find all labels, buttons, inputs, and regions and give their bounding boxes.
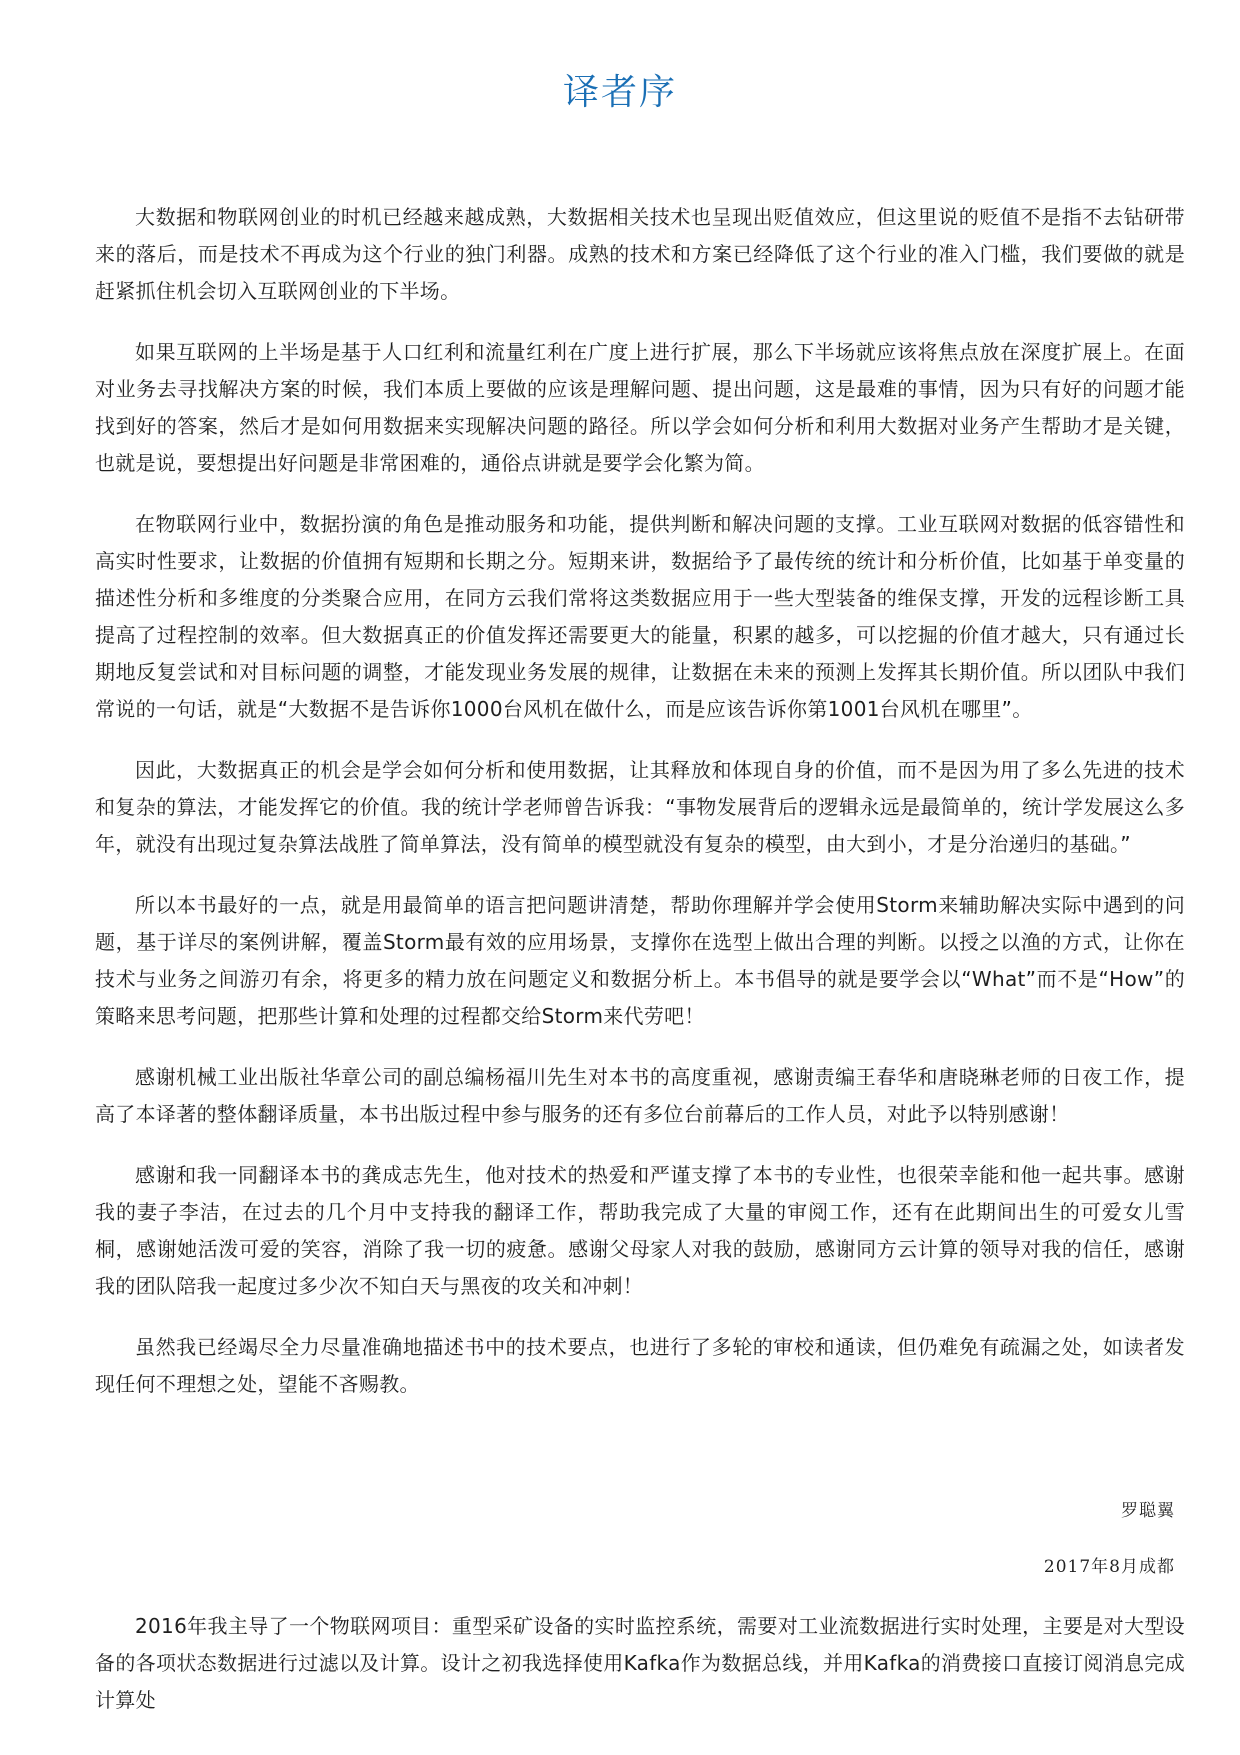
paragraph-3: 在物联网行业中，数据扮演的角色是推动服务和功能，提供判断和解决问题的支撑。工业互联网对数据的低容错性和高实时性要求，让数据的价值拥有短期和长期之分。短期来讲，数据给予了最传统的统计和分析价值，比如基于单变量的描述性分析和多维度的分类聚合应用，在同方云我们常将这类数据应用于一些大型装备的维保支撑，开发的远程诊断工具提高了过程控制的效率。但大数据真正的价值发挥还需要更大的能量，积累的越多，可以挖掘的价值才越大，只有通过长期地反复尝试和对目标问题的调整，才能发现业务发展的规律，让数据在未来的预测上发挥其长期价值。所以团队中我们常说的一句话，就是“大数据不是告诉你1000台风机在做什么，而是应该告诉你第1001台风机在哪里”。 [95, 512, 1185, 721]
paragraph-2: 如果互联网的上半场是基于人口红利和流量红利在广度上进行扩展，那么下半场就应该将焦点放在深度扩展上。在面对业务去寻找解决方案的时候，我们本质上要做的应该是理解问题、提出问题，这是最难的事情，因为只有好的问题才能找到好的答案，然后才是如何用数据来实现解决问题的路径。所以学会如何分析和利用大数据对业务产生帮助才是关键，也就是说，要想提出好问题是非常困难的，通俗点讲就是要学会化繁为简。 [95, 340, 1185, 475]
paragraph-4: 因此，大数据真正的机会是学会如何分析和使用数据，让其释放和体现自身的价值，而不是因为用了多么先进的技术和复杂的算法，才能发挥它的价值。我的统计学老师曾告诉我：“事物发展背后的逻辑永远是最简单的，统计学发展这么多年，就没有出现过复杂算法战胜了简单算法，没有简单的模型就没有复杂的模型，由大到小，才是分治递归的基础。” [95, 758, 1185, 856]
paragraph-6: 感谢机械工业出版社华章公司的副总编杨福川先生对本书的高度重视，感谢责编王春华和唐晓琳老师的日夜工作，提高了本译著的整体翻译质量，本书出版过程中参与服务的还有多位台前幕后的工作人员，对此予以特别感谢！ [95, 1065, 1185, 1126]
signature-date: 2017年8月成都 [1043, 1557, 1175, 1577]
continuation-paragraph: 2016年我主导了一个物联网项目：重型采矿设备的实时监控系统，需要对工业流数据进行实时处理，主要是对大型设备的各项状态数据进行过滤以及计算。设计之初我选择使用Kafka作为数据总线，并用Kafka的消费接口直接订阅消息完成计算处 [95, 1614, 1185, 1712]
page-title: 译者序 [562, 72, 677, 113]
preface-body [95, 199, 1185, 1427]
paragraph-8: 虽然我已经竭尽全力尽量准确地描述书中的技术要点，也进行了多轮的审校和通读，但仍难免有疏漏之处，如读者发现任何不理想之处，望能不吝赐教。 [95, 1335, 1185, 1396]
paragraph-1: 大数据和物联网创业的时机已经越来越成熟，大数据相关技术也呈现出贬值效应，但这里说的贬值不是指不去钻研带来的落后，而是技术不再成为这个行业的独门利器。成熟的技术和方案已经降低了这个行业的准入门槛，我们要做的就是赶紧抓住机会切入互联网创业的下半场。 [95, 205, 1185, 303]
continuation-section [95, 1608, 1185, 1719]
paragraph-7: 感谢和我一同翻译本书的龚成志先生，他对技术的热爱和严谨支撑了本书的专业性，也很荣幸能和他一起共事。感谢我的妻子李洁，在过去的几个月中支持我的翻译工作，帮助我完成了大量的审阅工作，还有在此期间出生的可爱女儿雪桐，感谢她活泼可爱的笑容，消除了我一切的疲惫。感谢父母家人对我的鼓励，感谢同方云计算的领导对我的信任，感谢我的团队陪我一起度过多少次不知白天与黑夜的攻关和冲刺！ [95, 1163, 1185, 1298]
translator-name: 罗聪翼 [1121, 1501, 1175, 1521]
paragraph-5: 所以本书最好的一点，就是用最简单的语言把问题讲清楚，帮助你理解并学会使用Storm来辅助解决实际中遇到的问题，基于详尽的案例讲解，覆盖Storm最有效的应用场景，支撑你在选型上做出合理的判断。以授之以渔的方式，让你在技术与业务之间游刃有余，将更多的精力放在问题定义和数据分析上。本书倡导的就是要学会以“What”而不是“How”的策略来思考问题，把那些计算和处理的过程都交给Storm来代劳吧！ [95, 893, 1185, 1028]
